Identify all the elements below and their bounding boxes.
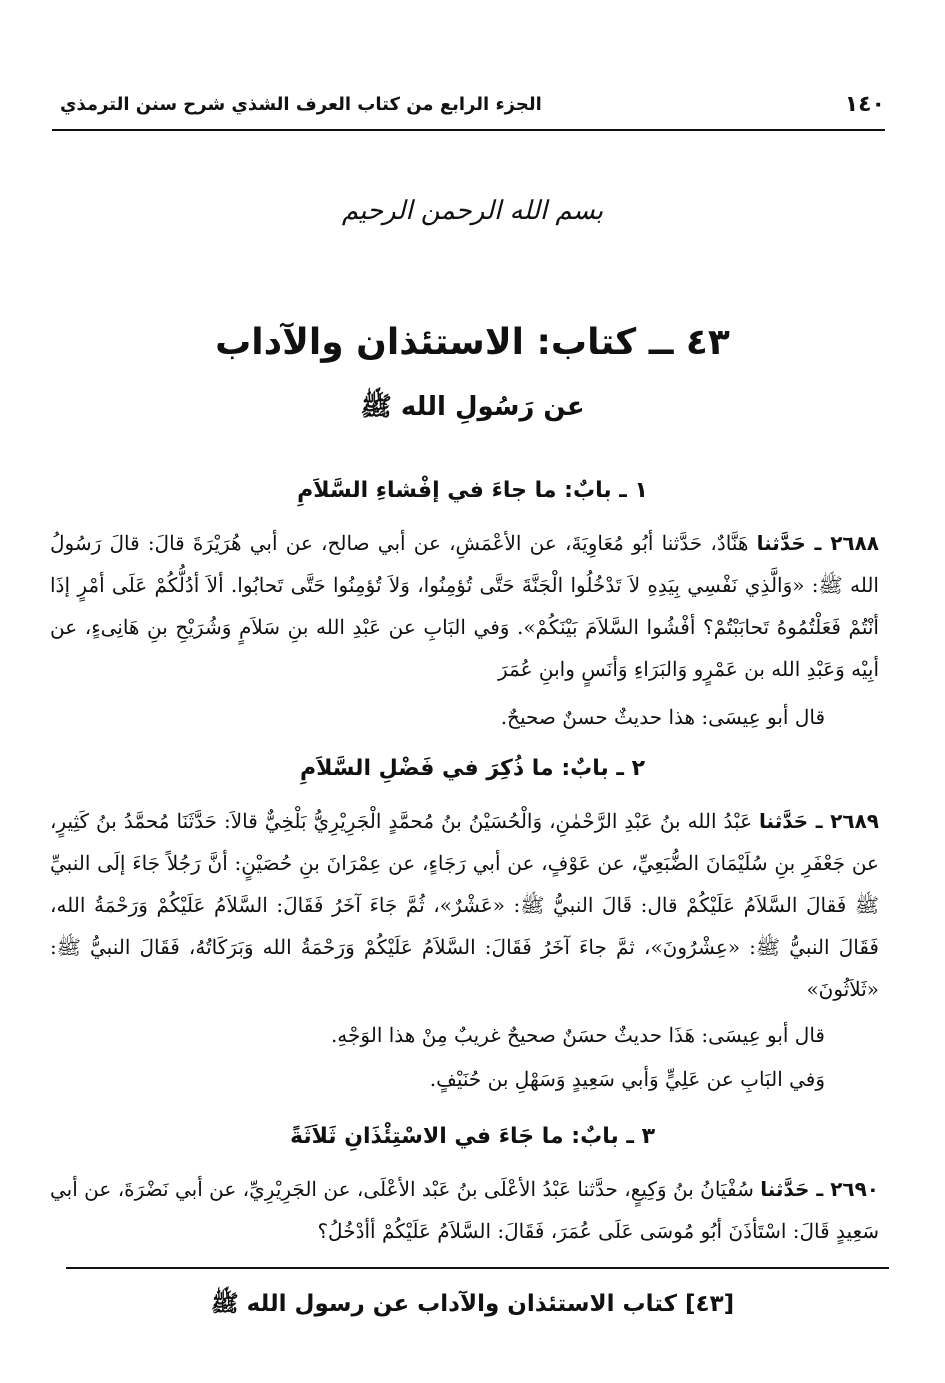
hadith-text: عَبْدُ الله بنُ عَبْدِ الرَّحْمٰنِ، وَالْحُسَيْنُ بنُ مُحمَّدٍ الْجَرِيْرِيُّ بَلْخِيٌّ قالاَ: حَدَّثَنَا مُحمَّدُ بنُ كَثِيرٍ، عن جَعْفَرِ بنِ سُلَيْمَانَ الضُّبَعِيِّ، عن عَوْفٍ، عن أبي رَجَاءٍ، عن عِمْرَانَ بنِ حُصَيْنٍ: أنَّ رَجُلاً جَاءَ إلَى النبيِّ ﷺ فَقالَ السَّلاَمُ عَلَيْكُمْ قال: قَالَ النبيُّ ﷺ: «عَشْرٌ»، ثُمَّ جَاءَ آخَرُ فَقَالَ: السَّلاَمُ عَلَيْكُمْ وَرَحْمَةُ الله، فَقَالَ النبيُّ ﷺ: «عِشْرُونَ»، ثمَّ جاءَ آخَرُ فَقَالَ: السَّلاَمُ عَلَيْكُمْ وَرَحْمَةُ الله وَبَرَكَاتُهُ، فَقَالَ النبيُّ ﷺ: «ثَلاَثُونَ» — [50, 809, 879, 1001]
section-heading-3: ٣ ـ بابٌ: ما جَاءَ في الاسْتِئْذَانِ ثَلاَثَةً — [289, 1124, 656, 1149]
running-header — [60, 84, 885, 124]
hadith-text: هَنَّادٌ، حَدَّثنا أبُو مُعَاوِيَةَ، عن الأعْمَشِ، عن أبي صالح، عن أبي هُرَيْرَةَ قالَ: قالَ رَسُولُ الله ﷺ: «وَالَّذِي نَفْسِي بِيَدِهِ لاَ تَدْخُلُوا الْجَنَّةَ حَتَّى تُؤمِنُوا، وَلاَ تُؤمِنُوا حَتَّى تَحابُوا. ألاَ أدُلُّكُمْ عَلَى أمْرٍ إذَا أنْتُمْ فَعَلْتُمُوهُ تَحابَبْتُمْ؟ أفْشُوا السَّلاَمَ بَيْنَكُمْ». وَفي البَابِ عن عَبْدِ الله بنِ سَلاَمٍ وَشُرَيْحِ بنِ هَانِىءٍ، عن أبِيْه وَعَبْدِ الله بن عَمْرٍو وَالبَرَاءِ وَأنَسٍ وابنِ عُمَرَ — [50, 531, 879, 681]
footer-divider — [66, 1267, 889, 1269]
running-title: الجزء الرابع من كتاب العرف الشذي شرح سنن الترمذي — [60, 93, 542, 115]
hadith-2688 — [50, 522, 879, 690]
chapter-title: ٤٣ ــ كتاب: الاستئذان والآداب — [215, 322, 730, 363]
hadith-2690 — [50, 1168, 879, 1252]
chapter-note: وَفي البَابِ عن عَلِيٍّ وَأبي سَعِيدٍ وَسَهْلِ بن حُنَيْفٍ. — [429, 1067, 825, 1091]
hadith-number: ٢٦٩٠ ـ حَدَّثنا — [760, 1177, 880, 1201]
basmala: بسم الله الرحمن الرحيم — [341, 196, 604, 226]
grading-note: قال أبو عِيسَى: هَذَا حديثٌ حسَنٌ صحيحٌ غريبٌ مِنْ هذا الوَجْهِ. — [330, 1023, 825, 1047]
page-number: ١٤٠ — [844, 91, 885, 117]
footer-title: [٤٣] كتاب الاستئذان والآداب عن رسول الله ﷺ — [210, 1291, 735, 1317]
section-heading-1: ١ ـ بابٌ: ما جاءَ في إفْشاءِ السَّلاَمِ — [297, 478, 648, 503]
hadith-number: ٢٦٨٨ ـ حَدَّثنا — [756, 531, 880, 555]
hadith-number: ٢٦٨٩ ـ حَدَّثنا — [759, 809, 879, 833]
hadith-2689 — [50, 800, 879, 1010]
chapter-subtitle: عن رَسُولِ الله ﷺ — [360, 392, 585, 422]
hadith-text: سُفْيَانُ بنُ وَكِيعٍ، حدَّثنا عَبْدُ الأعْلَى بنُ عَبْد الأعْلَى، عن الجَرِيْرِيِّ، عن أبي نَضْرَةَ، عن أبي سَعِيدٍ قَالَ: اسْتَأذَنَ أبُو مُوسَى عَلَى عُمَرَ، فَقَالَ: السَّلاَمُ عَلَيْكُمْ أأدْخُلُ؟ — [50, 1177, 879, 1243]
grading-note: قال أبو عِيسَى: هذا حديثٌ حسنٌ صحيحٌ. — [500, 705, 825, 729]
section-heading-2: ٢ ـ بابٌ: ما ذُكِرَ في فَضْلِ السَّلاَمِ — [299, 756, 646, 781]
header-divider — [52, 129, 885, 131]
